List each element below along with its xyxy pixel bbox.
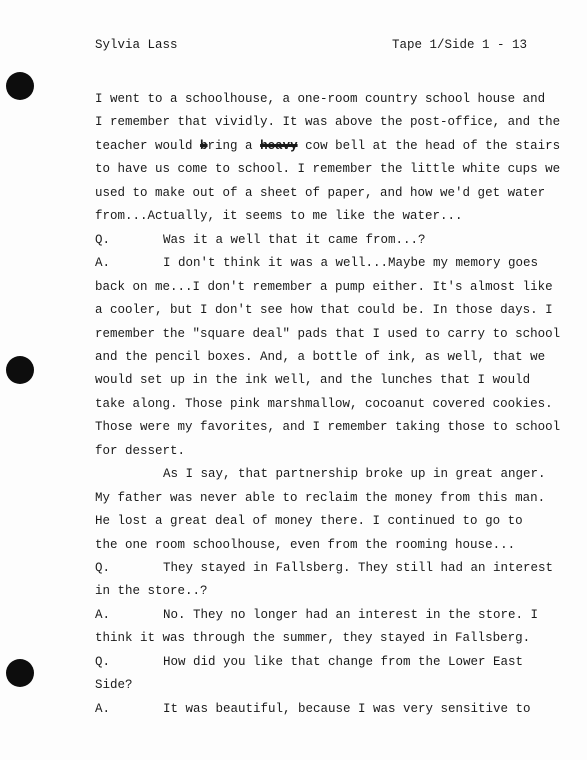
transcript-line bbox=[95, 537, 515, 553]
transcript-line bbox=[95, 208, 463, 224]
line-text: I remember that vividly. It was above the post-office, and the bbox=[95, 115, 561, 130]
struck-text: b bbox=[200, 138, 208, 153]
line-text: Those were my favorites, and I remember taking those to school bbox=[95, 420, 561, 435]
tape-reference: Tape 1/Side 1 - 13 bbox=[391, 38, 527, 52]
transcript-line bbox=[95, 654, 523, 670]
speaker-label: Q. bbox=[95, 232, 111, 247]
transcript-line bbox=[95, 161, 560, 177]
transcript-line bbox=[95, 701, 531, 717]
transcript-line bbox=[95, 466, 546, 482]
transcript-line bbox=[95, 114, 560, 130]
line-text: from...Actually, it seems to me like the water... bbox=[95, 209, 463, 224]
line-text: would set up in the ink well, and the lunches that I would bbox=[95, 373, 531, 388]
transcript-line bbox=[95, 560, 553, 576]
line-text: He lost a great deal of money there. I continued to go to bbox=[95, 514, 523, 529]
transcript-line bbox=[95, 490, 545, 506]
line-text: I don't think it was a well...Maybe my memory goes bbox=[163, 256, 539, 271]
line-text: used to make out of a sheet of paper, and how we'd get water bbox=[95, 185, 546, 200]
line-text: remember the "square deal" pads that I used to carry to school bbox=[95, 326, 561, 341]
line-text: My father was never able to reclaim the money from this man. bbox=[95, 490, 546, 505]
page-header bbox=[95, 38, 527, 58]
transcript-line bbox=[95, 513, 523, 529]
line-text: ring a bbox=[207, 138, 261, 153]
transcript-line bbox=[95, 138, 560, 154]
transcript-line bbox=[95, 677, 133, 693]
line-text: They stayed in Fallsberg. They still had an interest bbox=[163, 561, 554, 575]
line-text: think it was through the summer, they stayed in Fallsberg. bbox=[95, 631, 531, 646]
transcript-line bbox=[95, 279, 553, 295]
line-text: cow bell at the head of the stairs bbox=[297, 138, 561, 153]
transcript-line bbox=[95, 349, 545, 365]
line-text: and the pencil boxes. And, a bottle of ink, as well, that we bbox=[95, 349, 546, 364]
transcript-line bbox=[95, 583, 208, 599]
transcript-line bbox=[95, 302, 553, 318]
line-text: back on me...I don't remember a pump either. It's almost like bbox=[95, 279, 553, 294]
speaker-label: Q. bbox=[95, 561, 111, 575]
transcript-line bbox=[95, 372, 530, 388]
line-text: Was it a well that it came from...? bbox=[163, 232, 426, 247]
transcript-line bbox=[95, 419, 560, 435]
transcript-line bbox=[95, 443, 185, 459]
line-text: a cooler, but I don't see how that could be. In those days. I bbox=[95, 303, 553, 318]
transcript-line bbox=[95, 91, 545, 107]
punch-hole bbox=[6, 356, 34, 384]
speaker-label: A. bbox=[95, 701, 111, 716]
transcript-line bbox=[95, 396, 553, 412]
transcript-line bbox=[95, 630, 530, 646]
line-text: Side? bbox=[95, 678, 133, 693]
transcript-line bbox=[95, 607, 538, 623]
punch-hole bbox=[6, 659, 34, 687]
speaker-label: Q. bbox=[95, 654, 111, 669]
transcript-line bbox=[95, 232, 426, 248]
speaker-label: A. bbox=[95, 256, 111, 271]
line-text: It was beautiful, because I was very sensitive to bbox=[163, 701, 531, 716]
line-text: teacher would bbox=[95, 138, 201, 153]
transcript-line bbox=[95, 326, 560, 342]
struck-text: heavy bbox=[260, 138, 298, 153]
line-text: How did you like that change from the Lower East bbox=[163, 654, 524, 669]
line-text: As I say, that partnership broke up in great anger. bbox=[163, 467, 546, 482]
line-text: to have us come to school. I remember the little white cups we bbox=[95, 162, 561, 177]
punch-hole bbox=[6, 72, 34, 100]
line-text: take along. Those pink marshmallow, cocoanut covered cookies. bbox=[95, 396, 553, 411]
line-text: I went to a schoolhouse, a one-room country school house and bbox=[95, 92, 546, 106]
line-text: in the store..? bbox=[95, 584, 208, 599]
line-text: the one room schoolhouse, even from the rooming house... bbox=[95, 537, 516, 552]
transcript-line bbox=[95, 255, 538, 271]
line-text: for dessert. bbox=[95, 443, 186, 458]
speaker-label: A. bbox=[95, 607, 111, 622]
interviewee-name: Sylvia Lass bbox=[95, 38, 178, 52]
transcript-line bbox=[95, 185, 545, 201]
line-text: No. They no longer had an interest in the store. I bbox=[163, 607, 539, 622]
